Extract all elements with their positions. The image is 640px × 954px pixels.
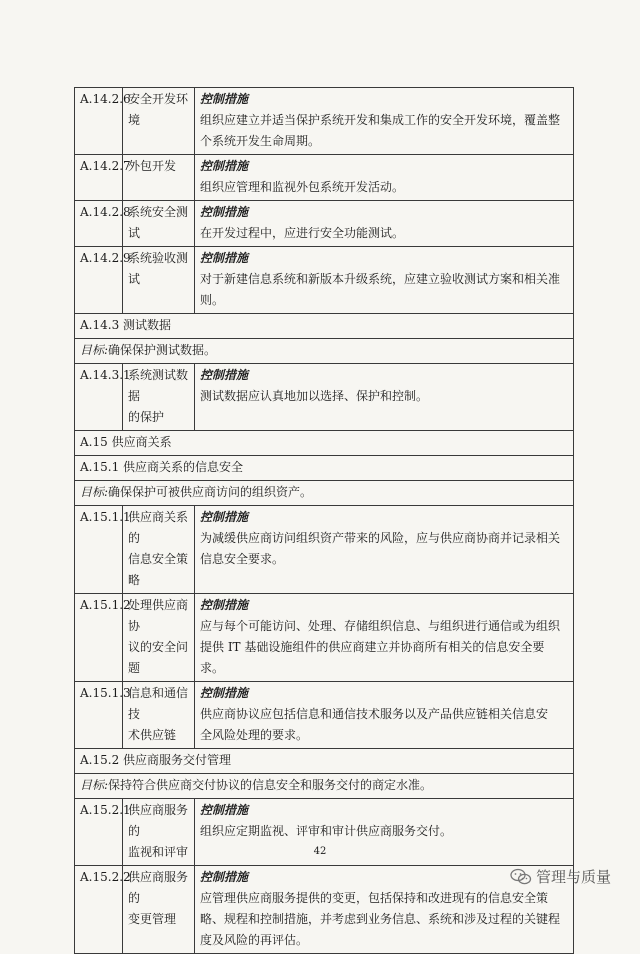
control-description — [195, 682, 574, 749]
table-row — [75, 682, 574, 749]
control-description-line: 供应商协议应包括信息和通信技术服务以及产品供应链相关信息安 — [200, 707, 549, 721]
objective-text: 确保保护测试数据。 — [108, 343, 217, 357]
control-description-line: 组织应定期监视、评审和审计供应商服务交付。 — [200, 824, 453, 838]
control-name-line: 系统验收测试 — [128, 251, 189, 286]
table-row — [75, 456, 574, 481]
control-description-line: 组织应建立并适当保护系统开发和集成工作的安全开发环境，覆盖整 — [200, 113, 561, 127]
control-name-line: 的保护 — [128, 410, 165, 424]
objective — [75, 774, 574, 799]
control-description-line: 度及风险的再评估。 — [200, 933, 309, 947]
control-description — [195, 364, 574, 431]
control-name — [123, 155, 195, 201]
control-description — [195, 594, 574, 682]
table-row — [75, 749, 574, 774]
control-id: A.15.2.1 — [75, 799, 123, 866]
control-name — [123, 866, 195, 954]
page-number: 42 — [313, 846, 327, 857]
control-description-line: 测试数据应认真地加以选择、保护和控制。 — [200, 389, 429, 403]
control-description-line: 信息安全要求。 — [200, 552, 285, 566]
control-name — [123, 364, 195, 431]
watermark — [510, 866, 611, 887]
control-name-line: 监视和评审 — [128, 845, 189, 859]
table-row — [75, 155, 574, 201]
control-measure-label: 控制措施 — [200, 92, 249, 106]
control-measure-label: 控制措施 — [200, 803, 249, 817]
control-id: A.14.2.6 — [75, 88, 123, 155]
control-name-line: 安全开发环境 — [128, 92, 189, 127]
control-measure-label: 控制措施 — [200, 598, 249, 612]
control-name — [123, 506, 195, 594]
table-row — [75, 866, 574, 954]
objective-text: 保持符合供应商交付协议的信息安全和服务交付的商定水准。 — [108, 778, 433, 792]
objective-text: 确保保护可被供应商访问的组织资产。 — [108, 485, 313, 499]
control-name-line: 术供应链 — [128, 728, 177, 742]
control-description-line: 略、规程和控制措施，并考虑到业务信息、系统和涉及过程的关键程 — [200, 912, 561, 926]
control-measure-label: 控制措施 — [200, 205, 249, 219]
control-id: A.15.2.2 — [75, 866, 123, 954]
table-row — [75, 314, 574, 339]
control-description-line: 为减缓供应商访问组织资产带来的风险，应与供应商协商并记录相关 — [200, 531, 561, 545]
wechat-icon — [510, 868, 532, 886]
control-description — [195, 247, 574, 314]
control-id: A.15.1.2 — [75, 594, 123, 682]
section-heading: A.15.2 供应商服务交付管理 — [75, 749, 574, 774]
control-name-line: 供应商关系的 — [128, 510, 189, 545]
table-row — [75, 594, 574, 682]
objective — [75, 339, 574, 364]
control-measure-label: 控制措施 — [200, 510, 249, 524]
control-name-line: 外包开发 — [128, 159, 177, 173]
control-description — [195, 201, 574, 247]
control-name — [123, 682, 195, 749]
control-description-line: 组织应管理和监视外包系统开发活动。 — [200, 180, 405, 194]
table-row — [75, 774, 574, 799]
control-measure-label: 控制措施 — [200, 368, 249, 382]
control-id: A.14.2.7 — [75, 155, 123, 201]
table-row — [75, 201, 574, 247]
control-name-line: 处理供应商协 — [128, 598, 189, 633]
control-id: A.14.3.1 — [75, 364, 123, 431]
section-heading: A.15.1 供应商关系的信息安全 — [75, 456, 574, 481]
control-name-line: 系统安全测试 — [128, 205, 189, 240]
table-row — [75, 88, 574, 155]
control-name — [123, 88, 195, 155]
control-id: A.14.2.9 — [75, 247, 123, 314]
control-measure-label: 控制措施 — [200, 686, 249, 700]
table-row — [75, 247, 574, 314]
control-measure-label: 控制措施 — [200, 159, 249, 173]
table-row — [75, 339, 574, 364]
control-name — [123, 594, 195, 682]
control-description-line: 则。 — [200, 293, 225, 307]
control-id: A.15.1.1 — [75, 506, 123, 594]
control-name-line: 信息安全策略 — [128, 552, 189, 587]
control-description-line: 在开发过程中，应进行安全功能测试。 — [200, 226, 405, 240]
control-name-line: 供应商服务的 — [128, 870, 189, 905]
control-name-line: 供应商服务的 — [128, 803, 189, 838]
table-row — [75, 481, 574, 506]
control-description-line: 对于新建信息系统和新版本升级系统，应建立验收测试方案和相关准 — [200, 272, 561, 286]
control-measure-label: 控制措施 — [200, 870, 249, 884]
control-name-line: 议的安全问题 — [128, 640, 189, 675]
objective-label: 目标: — [80, 343, 109, 357]
table-row — [75, 431, 574, 456]
control-description-line: 应与每个可能访问、处理、存储组织信息、与组织进行通信或为组织 — [200, 619, 561, 633]
control-id: A.14.2.8 — [75, 201, 123, 247]
control-description-line: 个系统开发生命周期。 — [200, 134, 321, 148]
control-name-line: 信息和通信技 — [128, 686, 189, 721]
control-name-line: 变更管理 — [128, 912, 177, 926]
control-description — [195, 155, 574, 201]
objective — [75, 481, 574, 506]
control-name — [123, 201, 195, 247]
table-row — [75, 364, 574, 431]
objective-label: 目标: — [80, 485, 109, 499]
control-name — [123, 247, 195, 314]
objective-label: 目标: — [80, 778, 109, 792]
watermark-text: 管理与质量 — [536, 868, 612, 886]
section-heading: A.15 供应商关系 — [75, 431, 574, 456]
control-description-line: 应管理供应商服务提供的变更，包括保持和改进现有的信息安全策 — [200, 891, 549, 905]
control-description — [195, 506, 574, 594]
control-measure-label: 控制措施 — [200, 251, 249, 265]
control-id: A.15.1.3 — [75, 682, 123, 749]
control-description-line: 提供 IT 基础设施组件的供应商建立并协商所有相关的信息安全要求。 — [200, 640, 545, 675]
controls-table-body — [75, 88, 574, 954]
control-name-line: 系统测试数据 — [128, 368, 189, 403]
controls-table — [74, 87, 574, 954]
control-description — [195, 88, 574, 155]
control-description-line: 全风险处理的要求。 — [200, 728, 309, 742]
table-row — [75, 506, 574, 594]
section-heading: A.14.3 测试数据 — [75, 314, 574, 339]
